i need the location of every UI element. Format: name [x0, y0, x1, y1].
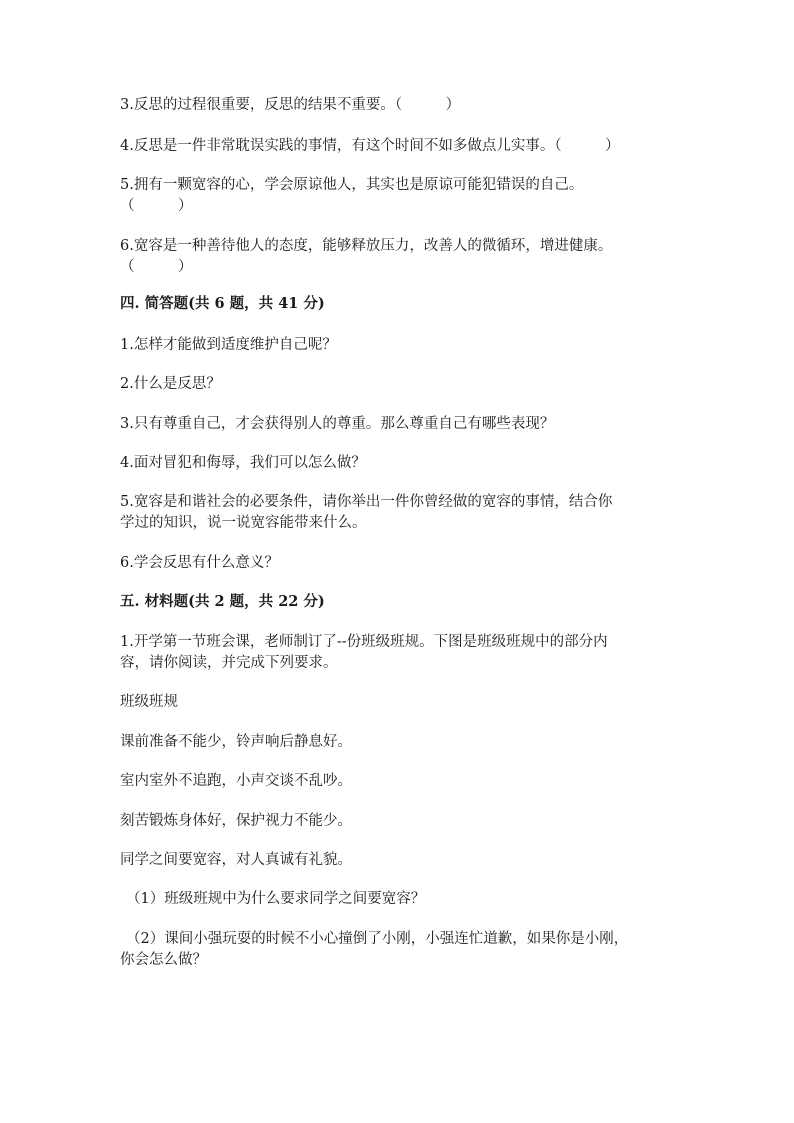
judge-item-5-answer-blank: （ ） [120, 198, 193, 214]
judge-item-3: 3.反思的过程很重要，反思的结果不重要。（ ） [120, 97, 461, 113]
short-answer-item-2: 2.什么是反思？ [120, 376, 221, 392]
section-title-material: 五. 材料题(共 2 题，共 22 分) [120, 593, 325, 610]
judge-item-4: 4.反思是一件非常耽误实践的事情，有这个时间不如多做点儿实事。（ ） [120, 138, 620, 154]
rule-line-4: 同学之间要宽容，对人真诚有礼貌。 [120, 852, 352, 868]
judge-item-6-answer-blank: （ ） [120, 259, 193, 275]
material-intro: 1.开学第一节班会课，老师制订了--份班级班规。下图是班级班规中的部分内 [120, 634, 608, 650]
rules-title: 班级班规 [120, 694, 178, 710]
rule-line-1: 课前准备不能少，铃声响后静息好。 [120, 734, 352, 750]
short-answer-item-4: 4.面对冒犯和侮辱，我们可以怎么做？ [120, 455, 366, 471]
short-answer-item-5-cont: 学过的知识，说一说宽容能带来什么。 [120, 515, 367, 531]
short-answer-item-1: 1.怎样才能做到适度维护自己呢？ [120, 337, 337, 353]
section-title-short-answer: 四. 简答题(共 6 题，共 41 分) [120, 295, 325, 312]
short-answer-item-6: 6.学会反思有什么意义？ [120, 555, 279, 571]
material-intro-cont: 容，请你阅读，并完成下列要求。 [120, 655, 338, 671]
material-question-2: （2）课间小强玩耍的时候不小心撞倒了小刚，小强连忙道歉，如果你是小刚， [126, 931, 629, 947]
material-question-1: （1）班级班规中为什么要求同学之间要宽容？ [126, 891, 426, 907]
judge-item-5: 5.拥有一颗宽容的心，学会原谅他人，其实也是原谅可能犯错误的自己。 [120, 177, 584, 193]
material-question-2-cont: 你会怎么做？ [120, 952, 207, 968]
rule-line-2: 室内室外不追跑，小声交谈不乱吵。 [120, 773, 352, 789]
short-answer-item-3: 3.只有尊重自己，才会获得别人的尊重。那么尊重自己有哪些表现？ [120, 416, 555, 432]
rule-line-3: 刻苦锻炼身体好，保护视力不能少。 [120, 813, 352, 829]
short-answer-item-5: 5.宽容是和谐社会的必要条件，请你举出一件你曾经做的宽容的事情，结合你 [120, 494, 613, 510]
judge-item-6: 6.宽容是一种善待他人的态度，能够释放压力，改善人的微循环，增进健康。 [120, 238, 613, 254]
